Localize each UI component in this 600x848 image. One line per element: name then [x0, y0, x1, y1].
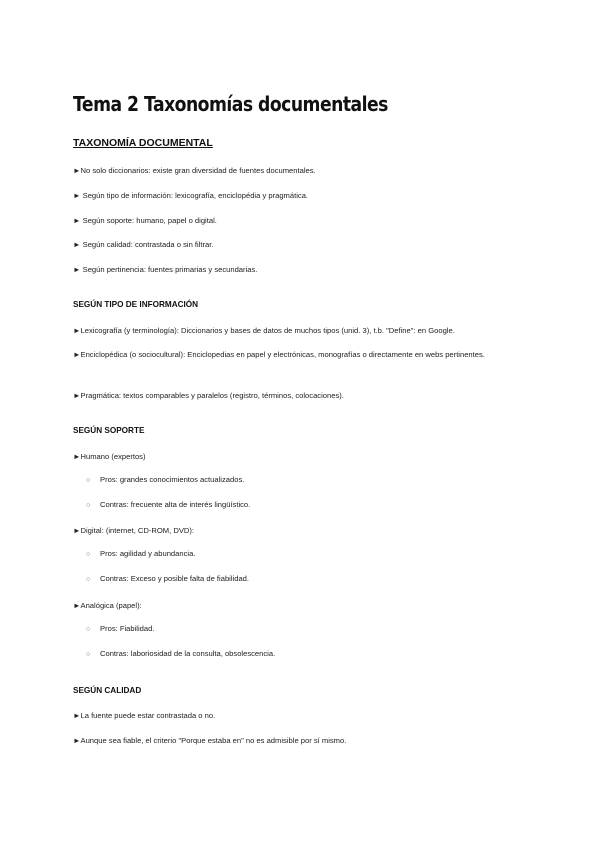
sub-list-item: ○ Contras: laboriosidad de la consulta, obsolescencia. — [86, 649, 276, 658]
list-item: ► Según pertinencia: fuentes primarias y secundarias. — [73, 265, 258, 274]
list-item: ►Lexicografía (y terminología): Diccionarios y bases de datos de muchos tipos (unid. 3), t.b. "Define": en Google. — [73, 326, 455, 335]
list-item: ►No solo diccionarios: existe gran diversidad de fuentes documentales. — [73, 166, 316, 175]
list-item: ►Humano (expertos) — [73, 452, 146, 461]
circle-bullet-icon: ○ — [86, 477, 91, 484]
list-item: ►La fuente puede estar contrastada o no. — [73, 711, 216, 720]
list-item: ►Analógica (papel): — [73, 601, 142, 610]
list-item: ► Según tipo de información: lexicografía, enciclopédia y pragmática. — [73, 191, 309, 200]
section-heading-calidad: SEGÚN CALIDAD — [73, 686, 142, 695]
circle-bullet-icon: ○ — [86, 576, 91, 583]
circle-bullet-icon: ○ — [86, 502, 91, 509]
sub-list-item: ○ Pros: Fiabilidad. — [86, 624, 155, 633]
sub-list-item: ○ Contras: Exceso y posible falta de fiabilidad. — [86, 574, 250, 583]
sub-list-item: ○ Pros: grandes conocimientos actualizados. — [86, 475, 245, 484]
circle-bullet-icon: ○ — [86, 626, 91, 633]
sub-list-item: ○ Contras: frecuente alta de interés lingüístico. — [86, 500, 251, 509]
list-item: ► Según calidad: contrastada o sin filtrar. — [73, 240, 214, 249]
circle-bullet-icon: ○ — [86, 551, 91, 558]
page-title: Tema 2 Taxonomías documentales — [73, 92, 388, 116]
section-heading-tipo-informacion: SEGÚN TIPO DE INFORMACIÓN — [73, 300, 199, 309]
sub-list-item: ○ Pros: agilidad y abundancia. — [86, 549, 196, 558]
list-item: ►Digital: (internet, CD-ROM, DVD): — [73, 526, 195, 535]
list-item: ► Según soporte: humano, papel o digital. — [73, 216, 217, 225]
list-item: ►Pragmática: textos comparables y paralelos (registro, términos, colocaciones). — [73, 391, 344, 400]
section-heading-soporte: SEGÚN SOPORTE — [73, 426, 145, 435]
list-item: ►Aunque sea fiable, el criterio "Porque estaba en" no es admisible por sí mismo. — [73, 736, 347, 745]
list-item: ►Enciclopédica (o sociocultural): Enciclopedias en papel y electrónicas, monografías o directamente en webs pertinentes. — [73, 350, 485, 359]
section-heading-taxonomia: TAXONOMÍA DOCUMENTAL — [73, 137, 213, 149]
circle-bullet-icon: ○ — [86, 651, 91, 658]
